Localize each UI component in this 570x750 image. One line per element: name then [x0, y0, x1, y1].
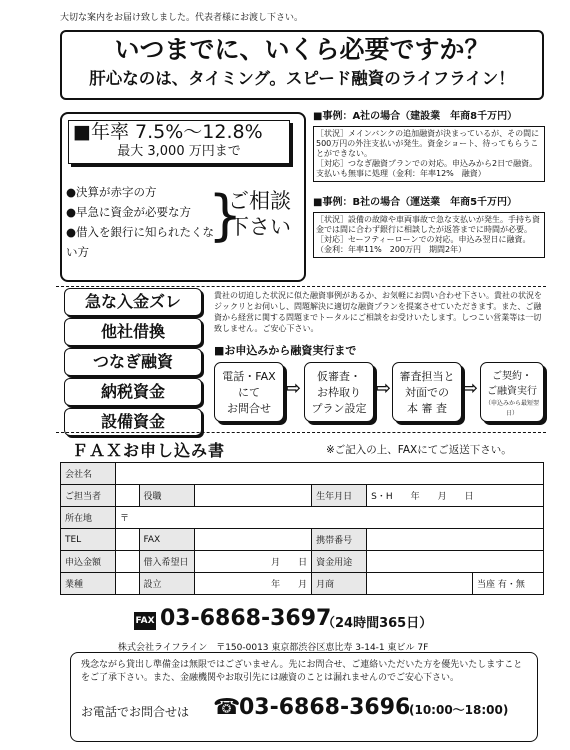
- position-field[interactable]: [194, 485, 312, 507]
- flow-step-line: お問合せ: [227, 402, 271, 415]
- amount-field[interactable]: [116, 551, 140, 573]
- case-a-response: ［対応］つなぎ融資プランでの対応。申込みから2日で融資。支払いも無事に処理（金利：年率12% 融資）: [316, 159, 538, 178]
- sales-field[interactable]: [367, 573, 473, 595]
- flow-step-line: ご契約・: [492, 371, 532, 382]
- rate-panel: [68, 120, 290, 164]
- label-mobile: 携帯番号: [312, 529, 367, 551]
- flow-step-line: ご融資実行: [487, 386, 537, 397]
- max-amount: 最大 3,000 万円まで: [117, 144, 241, 159]
- loan-type-pill: 納税資金: [64, 378, 202, 406]
- mobile-field[interactable]: [367, 529, 544, 551]
- divider: [56, 432, 546, 433]
- company-line: 株式会社ライフライン 〒150-0013 東京都渋谷区恵比寿 3-14-1 東ビル 7F: [118, 643, 429, 653]
- fax-hours: （24時間365日）: [322, 616, 433, 631]
- case-b: [313, 196, 545, 258]
- industry-field[interactable]: [116, 573, 140, 595]
- current-account-field[interactable]: 当座 有・無: [473, 573, 544, 595]
- notice-text: 大切な案内をお届け致しました。代表者様にお渡し下さい。: [60, 13, 304, 23]
- loan-type-pill: 急な入金ズレ: [64, 288, 202, 316]
- flow-step: [304, 362, 374, 422]
- flow-step-line: 対面での: [405, 386, 449, 399]
- case-b-box: [313, 212, 545, 258]
- label-fax: FAX: [139, 529, 194, 551]
- phone-icon: ☎: [213, 695, 241, 720]
- label-contact: ご担当者: [61, 485, 116, 507]
- case-a: [313, 110, 545, 182]
- headline-sub: 肝心なのは、タイミング。スピード融資のライフライン！: [89, 69, 515, 88]
- divider: [56, 286, 546, 287]
- label-amount: 申込金額: [61, 551, 116, 573]
- label-company: 会社名: [61, 463, 116, 485]
- bullet-list: [66, 182, 216, 262]
- rate-box: [60, 112, 306, 282]
- label-use: 資金用途: [312, 551, 367, 573]
- label-position: 役職: [139, 485, 194, 507]
- arrow-right-icon: ⇨: [463, 378, 479, 399]
- case-a-situation: ［状況］メインバンクの追加融資が決まっているが、その間に500万円の外注支払いが発生。資金ショート、待ってもらうことができない。: [316, 129, 540, 158]
- established-field[interactable]: 年 月: [194, 573, 312, 595]
- label-industry: 業種: [61, 573, 116, 595]
- phone-hours: (10:00～18:00): [409, 703, 509, 717]
- loan-date-field[interactable]: 月 日: [194, 551, 312, 573]
- case-a-title: ■事例：A社の場合（建設業 年商8千万円）: [313, 111, 518, 122]
- use-field[interactable]: [367, 551, 544, 573]
- contact-field[interactable]: [116, 485, 140, 507]
- label-established: 設立: [139, 573, 194, 595]
- flow-step-line: （申込みから最短翌日）: [484, 400, 539, 417]
- flow-step-line: 電話・FAX: [222, 370, 276, 383]
- loan-type-pill: 設備資金: [64, 408, 202, 436]
- fax-badge-icon: FAX: [134, 612, 156, 630]
- phone-number: 03-6868-3696: [239, 695, 411, 720]
- phone-label: お電話でお問合せは: [81, 705, 190, 719]
- label-address: 所在地: [61, 507, 116, 529]
- label-tel: TEL: [61, 529, 116, 551]
- birthdate-field[interactable]: S・H 年 月 日: [367, 485, 544, 507]
- company-field[interactable]: [116, 463, 544, 485]
- fax-field[interactable]: [194, 529, 312, 551]
- description-text: 貴社の切迫した状況に似た融資事例があるか、お気軽にお問い合わせ下さい。貴社の状況をジックリとお伺いし、問題解決に適切な融資プランを提案させていただきます。また、ご融資から経営に関する問題までトータルにご相談をお受けいたします。しつこい営業等は一切致しません。ご安心下さい。: [214, 291, 542, 333]
- loan-type-pill: 他社借換: [64, 318, 202, 346]
- case-a-box: [313, 126, 545, 182]
- rate-text: ■年率 7.5%～12.8%: [73, 121, 263, 143]
- tel-field[interactable]: [116, 529, 140, 551]
- fax-number: 03-6868-3697: [160, 606, 332, 631]
- flow-step: [392, 362, 462, 422]
- brace-icon: }: [208, 184, 243, 247]
- label-sales: 月商: [312, 573, 367, 595]
- arrow-right-icon: ⇨: [376, 378, 392, 399]
- flow-title: ■お申込みから融資実行まで: [214, 344, 357, 357]
- fax-form-note: ※ご記入の上、FAXにてご返送下さい。: [326, 444, 512, 456]
- flow-step-line: にて: [238, 386, 260, 399]
- label-birthdate: 生年月日: [312, 485, 367, 507]
- fax-form-table: [60, 462, 544, 595]
- flow-step-line: 本 審 査: [407, 402, 447, 415]
- bottom-box: [70, 652, 538, 742]
- consult-text: ご相談下さい: [228, 189, 291, 239]
- headline-main: いつまでに、いくら必要ですか？: [114, 35, 490, 64]
- address-field[interactable]: 〒: [116, 507, 544, 529]
- disclaimer-text: 残念ながら貸出し準備金は無限ではございません。先にお問合せ、ご連絡いただいた方を優先いたしますことをご了承下さい。また、金融機関やお取引先には融資のことは漏れませんのでご安心下さい。: [81, 660, 523, 683]
- flow-step-line: 仮審査・: [317, 370, 361, 383]
- flow-step-line: お枠取り: [317, 386, 361, 399]
- bullet-item: ●早急に資金が必要な方: [66, 205, 192, 219]
- case-b-response: ［対応］セーフティーローンでの対応。申込み翌日に融資。（金利：年率11% 200万円 期間2年）: [316, 235, 531, 254]
- headline-box: [60, 30, 544, 100]
- flow-step: [480, 362, 544, 422]
- label-loan-date: 借入希望日: [139, 551, 194, 573]
- flow-step-line: プラン設定: [311, 402, 367, 415]
- case-b-situation: ［状況］設備の故障や車両事故で急な支払いが発生。手持ち資金では間に合わず銀行に相談したが返答までに時間が必要。: [316, 215, 540, 234]
- arrow-right-icon: ⇨: [286, 378, 302, 399]
- bullet-item: ●借入を銀行に知られたくない方: [66, 225, 215, 259]
- case-b-title: ■事例：B社の場合（運送業 年商5千万円）: [313, 197, 518, 208]
- flow-step: [214, 362, 284, 422]
- fax-form-title: ＦＡＸお申し込み書: [72, 441, 226, 460]
- flow-step-line: 審査担当と: [399, 370, 455, 383]
- loan-type-pill: つなぎ融資: [64, 348, 202, 376]
- bullet-item: ●決算が赤字の方: [66, 185, 157, 199]
